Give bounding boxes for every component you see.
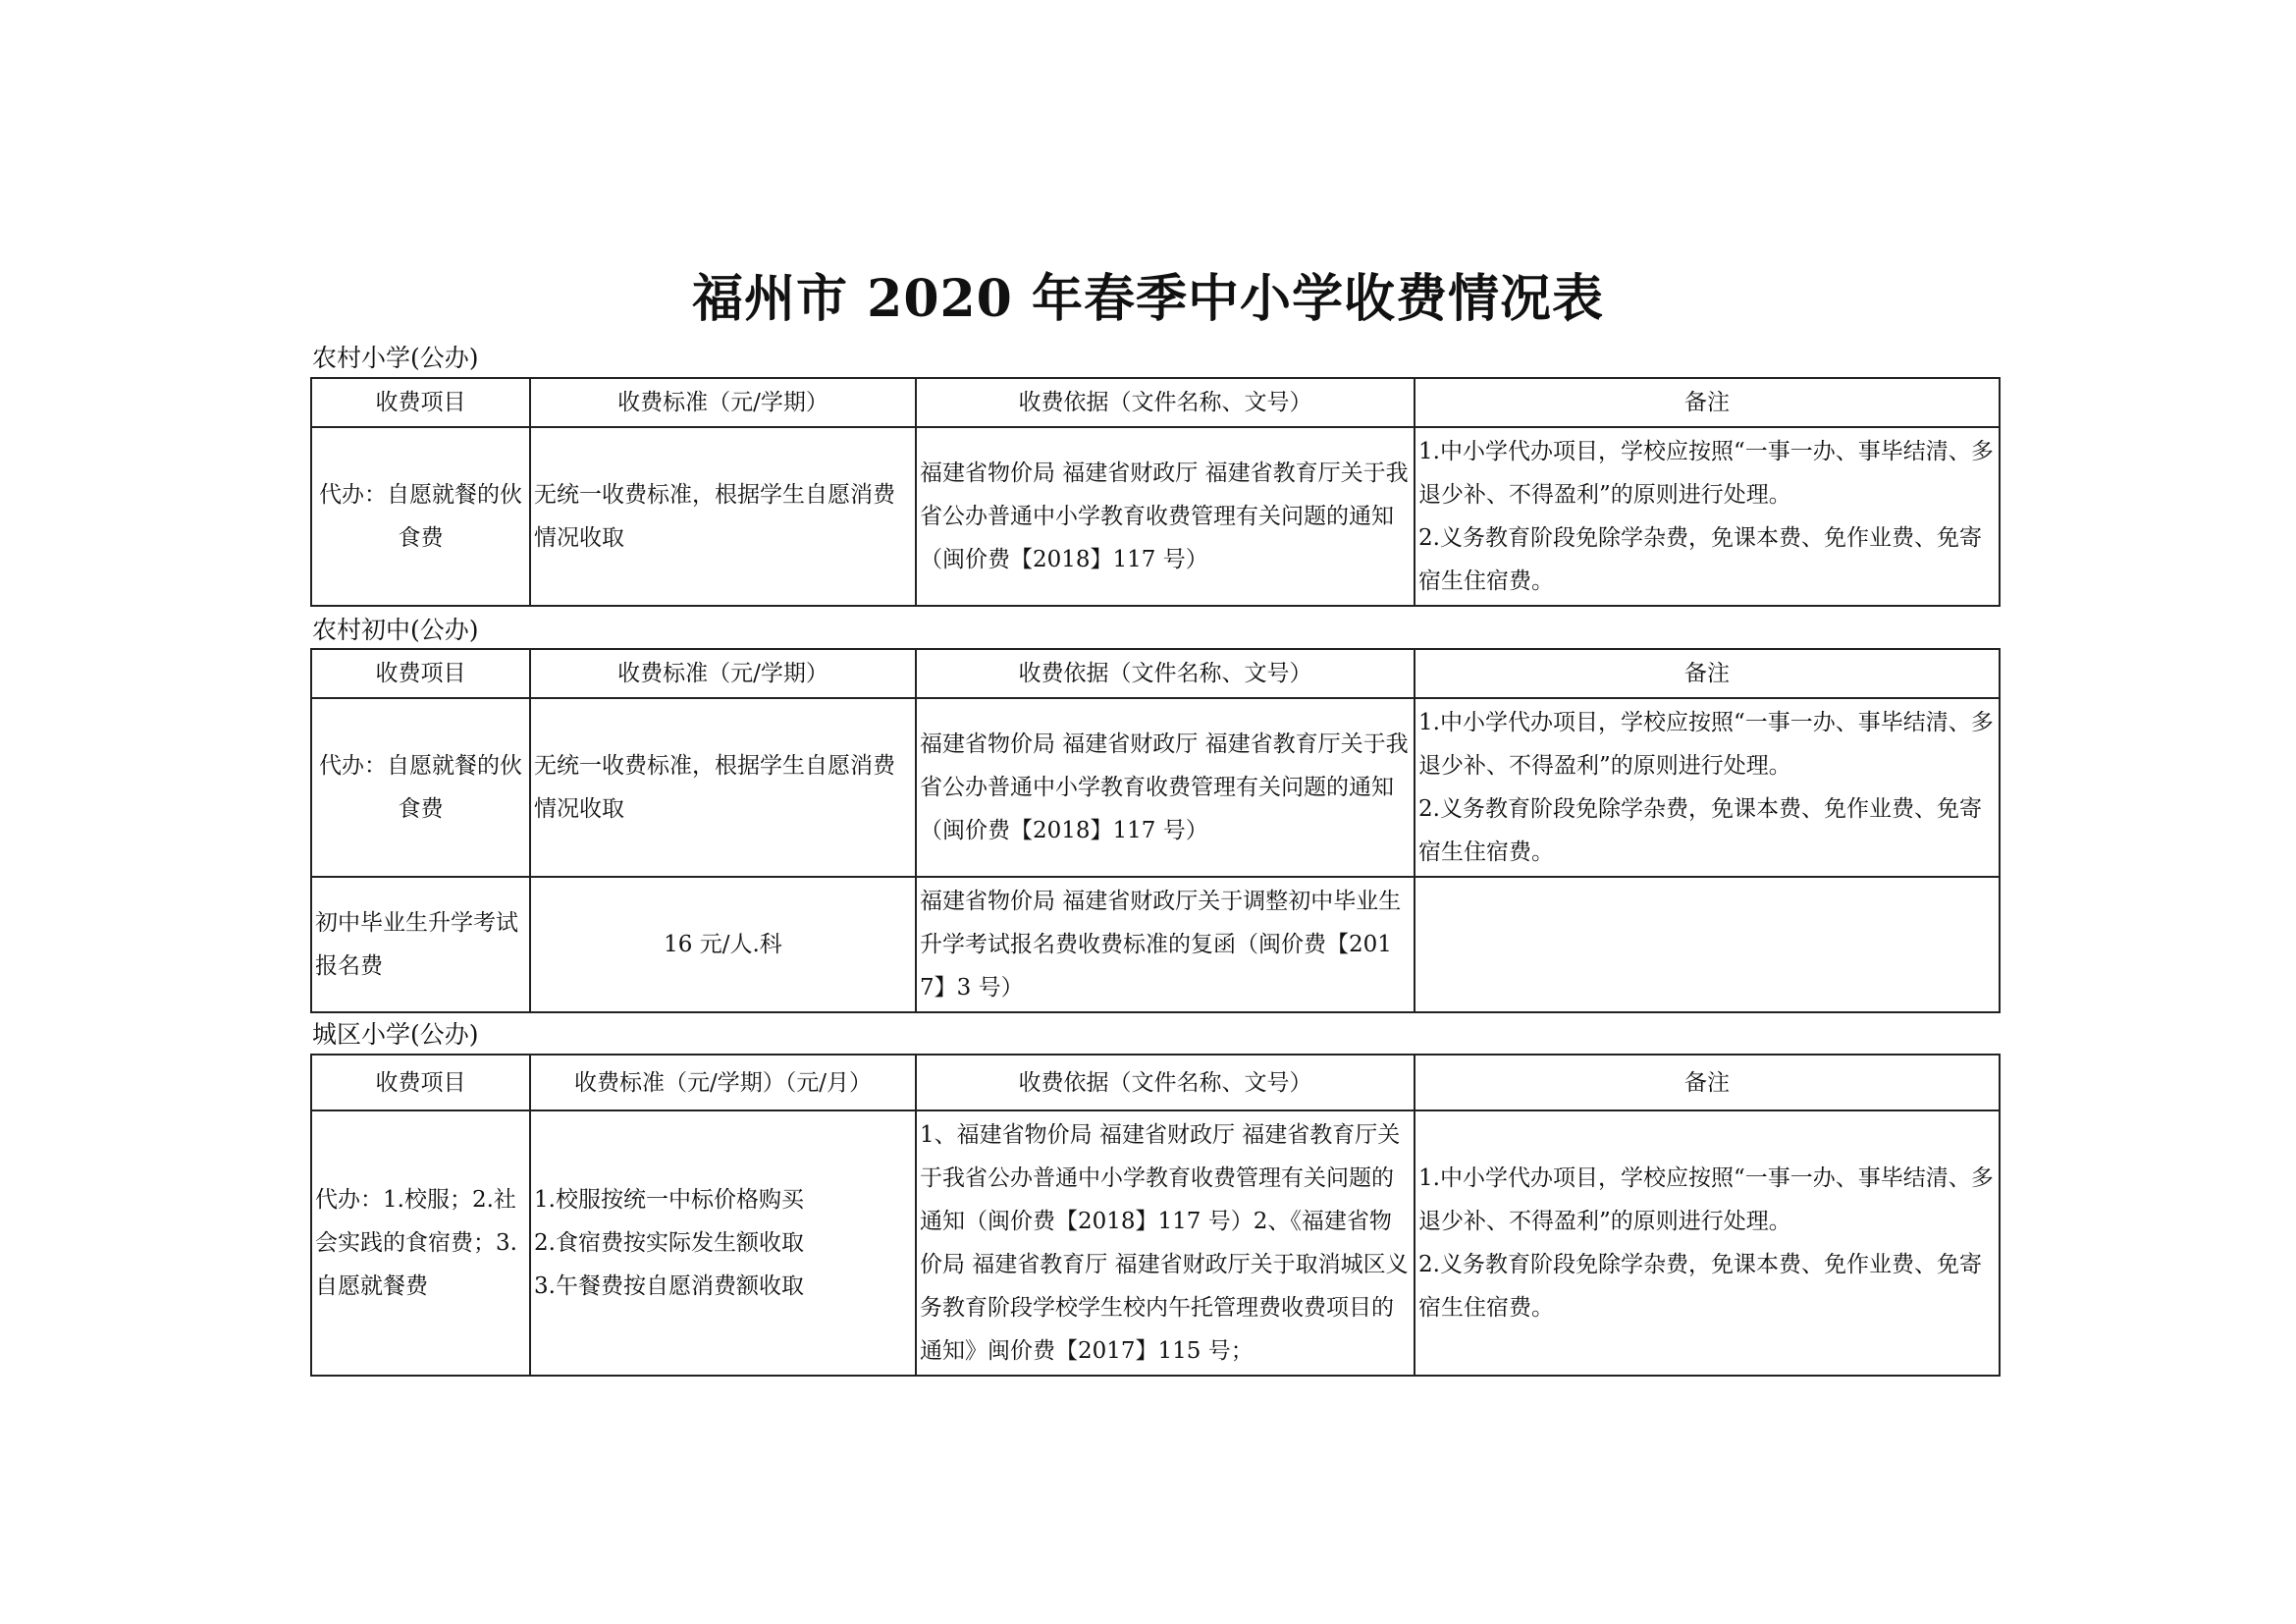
header-remark: 备注 [1415, 378, 2000, 427]
cell-basis: 福建省物价局 福建省财政厅 福建省教育厅关于我省公办普通中小学教育收费管理有关问题的通知（闽价费【2018】117 号） [916, 427, 1415, 606]
section-label-urban-primary: 城区小学(公办) [312, 1020, 479, 1049]
cell-remark: 1.中小学代办项目，学校应按照“一事一办、事毕结清、多退少补、不得盈利”的原则进行处理。 2.义务教育阶段免除学杂费，免课本费、免作业费、免寄宿生住宿费。 [1415, 698, 2000, 877]
cell-basis: 福建省物价局 福建省财政厅 福建省教育厅关于我省公办普通中小学教育收费管理有关问题的通知（闽价费【2018】117 号） [916, 698, 1415, 877]
table-row [311, 427, 2000, 606]
cell-remark: 1.中小学代办项目，学校应按照“一事一办、事毕结清、多退少补、不得盈利”的原则进行处理。 2.义务教育阶段免除学杂费，免课本费、免作业费、免寄宿生住宿费。 [1415, 427, 2000, 606]
header-standard: 收费标准（元/学期） [530, 378, 916, 427]
header-remark: 备注 [1415, 649, 2000, 698]
cell-item: 代办：自愿就餐的伙食费 [311, 698, 530, 877]
table-header-row [311, 649, 2000, 698]
cell-standard: 1.校服按统一中标价格购买 2.食宿费按实际发生额收取 3.午餐费按自愿消费额收取 [530, 1110, 916, 1376]
header-basis: 收费依据（文件名称、文号） [916, 649, 1415, 698]
cell-standard: 16 元/人.科 [530, 877, 916, 1012]
header-standard: 收费标准（元/学期）（元/月） [530, 1055, 916, 1110]
fee-table-rural-primary [310, 377, 2001, 607]
fee-table-rural-junior [310, 648, 2001, 1013]
cell-item: 代办：1.校服；2.社会实践的食宿费；3.自愿就餐费 [311, 1110, 530, 1376]
header-item: 收费项目 [311, 378, 530, 427]
header-basis: 收费依据（文件名称、文号） [916, 378, 1415, 427]
cell-basis: 福建省物价局 福建省财政厅关于调整初中毕业生升学考试报名费收费标准的复函（闽价费【2017】3 号） [916, 877, 1415, 1012]
cell-standard: 无统一收费标准，根据学生自愿消费情况收取 [530, 698, 916, 877]
header-remark: 备注 [1415, 1055, 2000, 1110]
table-row [311, 877, 2000, 1012]
table-row [311, 1110, 2000, 1376]
cell-item: 代办：自愿就餐的伙食费 [311, 427, 530, 606]
table-header-row [311, 1055, 2000, 1110]
fee-table-urban-primary [310, 1054, 2001, 1377]
table-row [311, 698, 2000, 877]
header-standard: 收费标准（元/学期） [530, 649, 916, 698]
cell-standard: 无统一收费标准，根据学生自愿消费情况收取 [530, 427, 916, 606]
header-item: 收费项目 [311, 649, 530, 698]
cell-basis: 1、福建省物价局 福建省财政厅 福建省教育厅关于我省公办普通中小学教育收费管理有关问题的通知（闽价费【2018】117 号）2、《福建省物价局 福建省教育厅 福建省财政厅关于取消城区义务教育阶段学校学生校内午托管理费收费项目的通知》闽价费【2017】115 号； [916, 1110, 1415, 1376]
section-label-rural-junior: 农村初中(公办) [312, 616, 479, 644]
header-basis: 收费依据（文件名称、文号） [916, 1055, 1415, 1110]
page-title: 福州市 2020 年春季中小学收费情况表 [692, 269, 1604, 329]
section-label-rural-primary: 农村小学(公办) [312, 344, 479, 372]
cell-item: 初中毕业生升学考试报名费 [311, 877, 530, 1012]
table-header-row [311, 378, 2000, 427]
cell-remark: 1.中小学代办项目，学校应按照“一事一办、事毕结清、多退少补、不得盈利”的原则进行处理。 2.义务教育阶段免除学杂费，免课本费、免作业费、免寄宿生住宿费。 [1415, 1110, 2000, 1376]
header-item: 收费项目 [311, 1055, 530, 1110]
cell-remark [1415, 877, 2000, 1012]
